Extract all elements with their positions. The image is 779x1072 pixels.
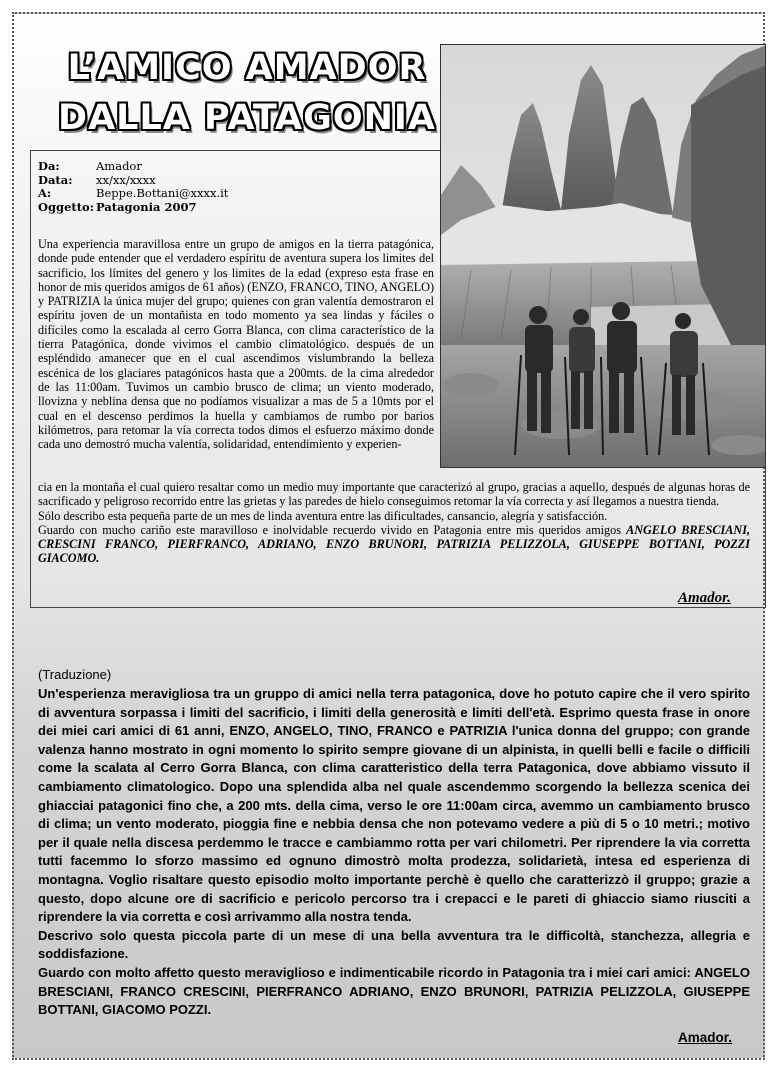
spanish-paragraph-3-intro: Guardo con mucho cariño este maravilloso e inolvidable recuerdo vivido en Patagonia entre mis queridos amigos [38, 522, 621, 537]
translation-label: (Traduzione) [38, 667, 112, 682]
spanish-names: ANGELO BRESCIANI, CRESCINI FRANCO, PIERFRANCO, ADRIANO, ENZO BRUNORI, PATRIZIA PELIZZOLA, GIUSEPPE BOTTANI, POZZI GIACOMO. [38, 522, 750, 566]
spanish-signature: Amador. [678, 590, 731, 606]
email-header [38, 160, 438, 214]
italian-paragraph-2: Descrivo solo questa piccola parte di un mese di una bella avventura tra le difficoltà, stanchezza, allegria e soddisfazione. [38, 927, 750, 962]
italian-text [38, 685, 750, 1020]
italian-paragraph-3: Guardo con molto affetto questo meraviglioso e indimenticabile ricordo in Patagonia tra i miei cari amici: ANGELO BRESCIANI, FRANCO CRESCINI, PIERFRANCO ADRIANO, ENZO BRUNORI, PATRIZIA PELIZZOLA, GIUSEPPE BOTTANI, GIACOMO POZZI. [38, 964, 750, 1018]
spanish-text-column [38, 237, 434, 451]
spanish-text-full [38, 480, 750, 566]
mountain-photo-icon [441, 45, 766, 468]
spanish-paragraph-1b: cia en la montaña el cual quiero resaltar como un medio muy importante que caracterizó al grupo, gracias a aquello, después de algunas horas de sacrificado y peligroso recorrido entre las grietas y las paredes de hielo conseguimos retomar la vía correcta y así llegamos a nuestra tienda. [38, 480, 750, 509]
date-value: xx/xx/xxxx [96, 172, 156, 187]
from-value: Amador [96, 159, 142, 173]
spanish-paragraph-3 [38, 523, 750, 566]
spanish-paragraph-1a: Una experiencia maravillosa entre un grupo de amigos en la tierra patagónica, donde pude entender que el verdadero espíritu de aventura supera los limites del sacrificio, los límites del genero y los limites de la edad (expreso esta frase en honor de mis queridos amigos de 61 años) (ENZO, FRANCO, TINO, ANGELO) y PATRIZIA la única mujer del grupo; quienes con gran valentía demostraron el espíritu joven de un montañista en todo momento ya sea lindas y fáciles o difíciles como la escalada al cerro Gorra Blanca, con clima característico de la tierra Patagónica, donde vivimos el cambio climatológico. después de un espléndido amanecer que en el cual ascendimos vislumbrando la belleza escénica de los glaciares patagónicos hasta que a 200mts. de la cima alrededor de las 11:00am. Tuvimos un cambio brusco de clima; un viento moderado, llovizna y neblina densa que no podíamos visualizar a mas de 5 a 10mts por el cual en el descenso perdimos la huella y cambiamos de rumbo por barios kilómetros, para retomar la vía correcta todos dimos el esfuerzo máximo donde cada uno demostró mucha valentía, solidaridad, entendimiento y experien- [38, 237, 434, 452]
group-photo [440, 44, 766, 468]
to-value: Beppe.Bottani@xxxx.it [96, 186, 229, 200]
to-label: A: [38, 186, 52, 200]
date-label: Data: [38, 172, 73, 187]
subject-label: Oggetto: [38, 199, 94, 214]
title-line-2: DALLA PATAGONIA [58, 98, 436, 138]
italian-signature: Amador. [678, 1030, 733, 1045]
spanish-paragraph-2: Sólo describo esta pequeña parte de un mes de linda aventura entre las dificultades, cansancio, alegría y satisfacción. [38, 508, 608, 523]
from-label: Da: [38, 159, 60, 173]
subject-value: Patagonia 2007 [96, 199, 197, 214]
title-line-1: L’AMICO AMADOR [67, 48, 427, 88]
italian-paragraph-1: Un'esperienza meravigliosa tra un gruppo di amici nella terra patagonica, dove ho potuto capire che il vero spirito di avventura sorpassa i limiti del sacrificio, i limiti della generosità e limiti dell'età. Esprimo questa frase in onore dei miei cari amici di 61 anni, ENZO, ANGELO, TINO, FRANCO e PATRIZIA l'unica donna del gruppo; con grande valenza hanno mostrato in ogni momento lo spirito sempre giovane di un alpinista, in quelli belli e facile o difficili come la scalata al Cerro Gorra Blanca, con clima caratteristico della terra Patagonica, dove abbiamo vissuto il cambiamento climatologico. Dopo una splendida alba nel quale ascendemmo scorgendo la bellezza scenica dei ghiacciai patagonici fino che, a 200 mts. della cima, verso le ore 11:00am circa, avemmo un cambiamento brusco di clima; un vento moderato, pioggia fine e nebbia densa che non potevamo vedere a più di 5 o 10 metri.; motivo per il quale nella discesa perdemmo le tracce e cambiammo rotta per vari chilometri. Per riprendere la via corretta tutti facemmo lo sforzo massimo ed ognuno dimostrò molta prodezza, solidarietà, intesa ed esperienza di montagna. Voglio risaltare questo episodio molto importante perchè è quello che caratterizzò il gruppo; grazie a questo, dopo alcune ore di sacrificio e pericolo percorso tra i crepacci e le pareti di ghiaccio siamo riusciti a riprendere la via corretta e così arrivammo alla nostra tenda. [38, 686, 750, 925]
